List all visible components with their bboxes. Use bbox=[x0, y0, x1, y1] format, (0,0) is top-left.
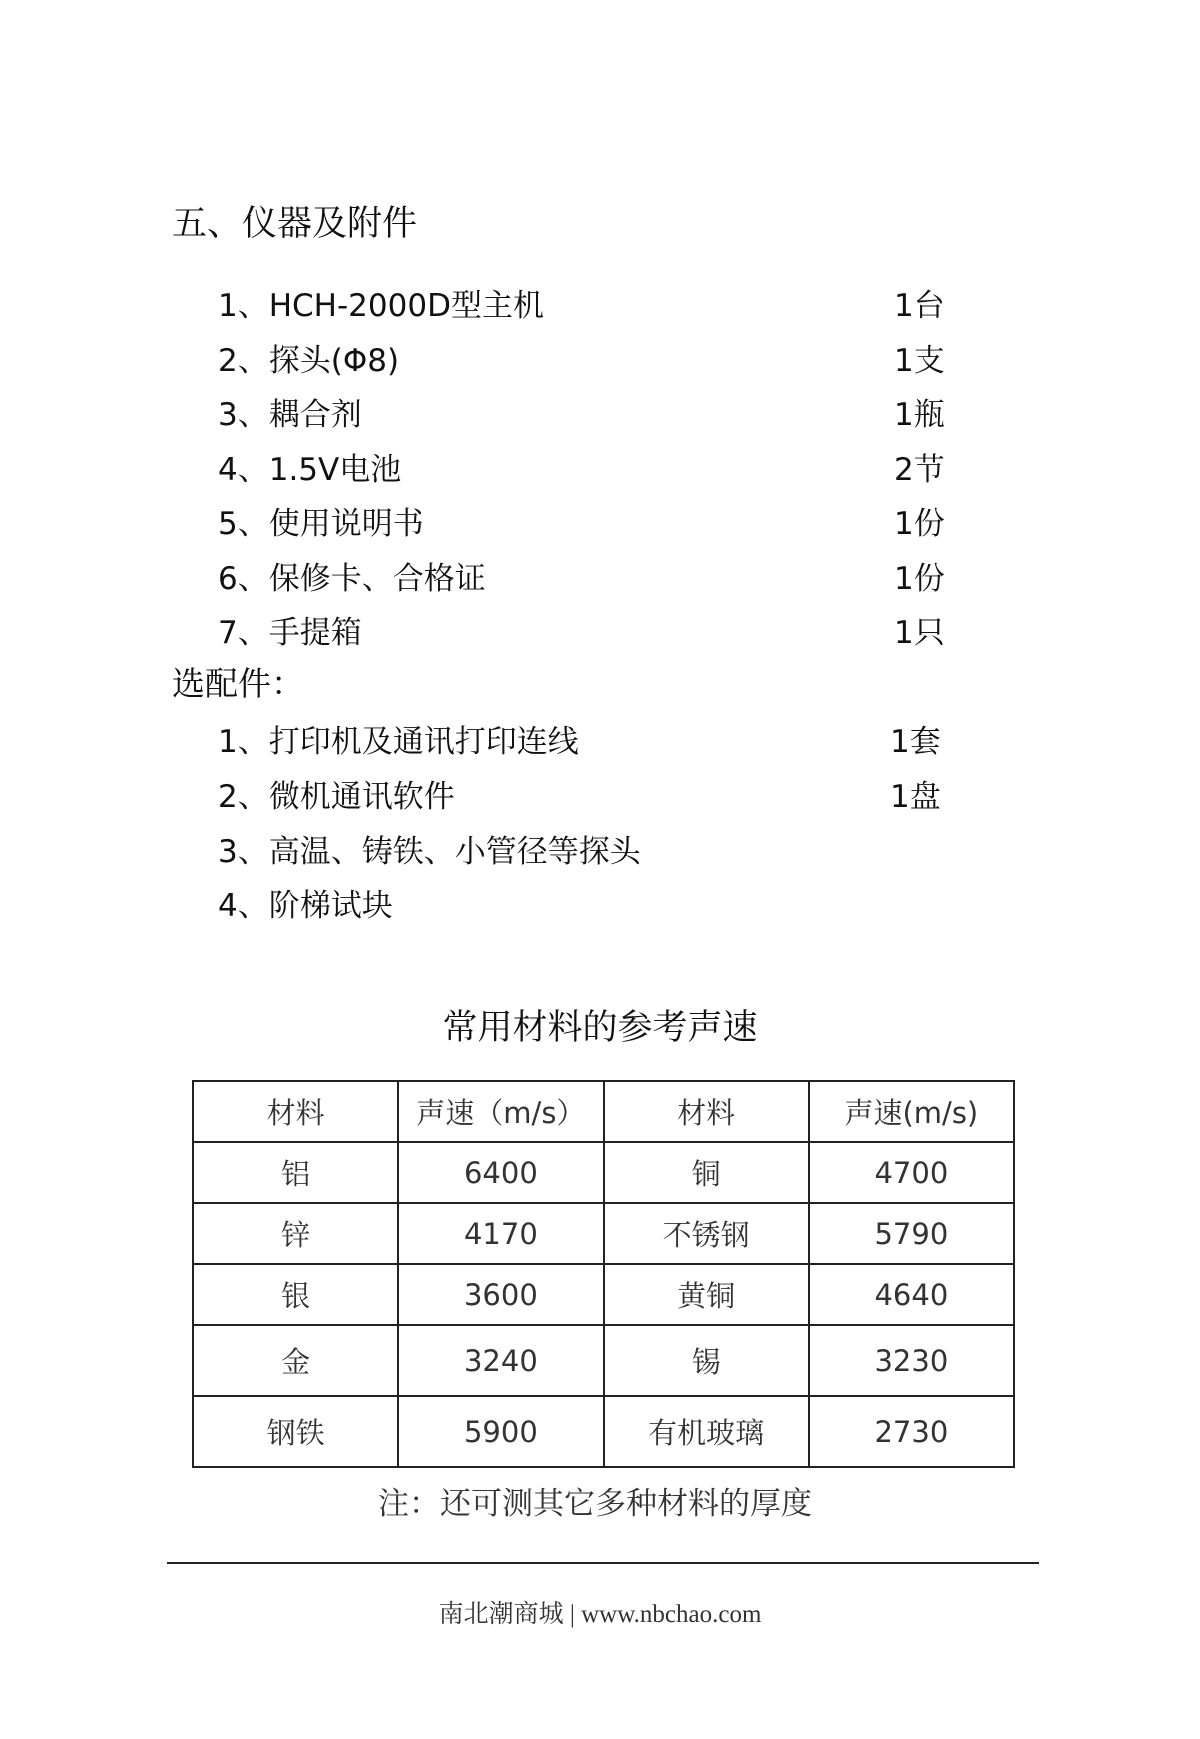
accessory-item bbox=[218, 335, 948, 380]
table-cell: 有机玻璃 bbox=[604, 1396, 809, 1467]
table-header-cell: 材料 bbox=[604, 1081, 809, 1142]
table-row bbox=[193, 1203, 1014, 1264]
table-cell: 锡 bbox=[604, 1325, 809, 1396]
table-cell: 5790 bbox=[809, 1203, 1014, 1264]
table-cell: 5900 bbox=[398, 1396, 603, 1467]
table-cell: 黄铜 bbox=[604, 1264, 809, 1325]
footer-text: 南北潮商城 | www.nbchao.com bbox=[438, 1601, 762, 1628]
table-note: 注：还可测其它多种材料的厚度 bbox=[378, 1486, 812, 1522]
table-row bbox=[193, 1396, 1014, 1467]
table-cell: 铝 bbox=[193, 1142, 398, 1203]
accessory-name: 4、1.5V电池 bbox=[218, 452, 402, 488]
table-cell: 铜 bbox=[604, 1142, 809, 1203]
accessory-item bbox=[218, 498, 948, 543]
table-cell: 2730 bbox=[809, 1396, 1014, 1467]
table-row bbox=[193, 1142, 1014, 1203]
accessory-qty: 1支 bbox=[894, 343, 945, 379]
table-cell: 3600 bbox=[398, 1264, 603, 1325]
table-cell: 银 bbox=[193, 1264, 398, 1325]
accessory-name: 5、使用说明书 bbox=[218, 506, 424, 542]
accessory-qty: 1只 bbox=[894, 615, 945, 651]
table-header-cell: 声速(m/s) bbox=[809, 1081, 1014, 1142]
optional-item bbox=[218, 826, 948, 871]
table-cell: 3240 bbox=[398, 1325, 603, 1396]
optional-qty: 1套 bbox=[890, 724, 941, 760]
accessory-name: 2、探头(Φ8) bbox=[218, 343, 400, 379]
table-title: 常用材料的参考声速 bbox=[442, 1008, 758, 1048]
accessory-qty: 2节 bbox=[894, 452, 945, 488]
footer-divider bbox=[167, 1562, 1039, 1564]
table-cell: 金 bbox=[193, 1325, 398, 1396]
accessory-qty: 1台 bbox=[894, 288, 945, 324]
table-cell: 4640 bbox=[809, 1264, 1014, 1325]
section-title: 五、仪器及附件 bbox=[172, 204, 418, 244]
accessory-item bbox=[218, 444, 948, 489]
table-row bbox=[193, 1264, 1014, 1325]
table-cell: 4170 bbox=[398, 1203, 603, 1264]
table-header-row bbox=[193, 1081, 1014, 1142]
optional-name: 4、阶梯试块 bbox=[218, 888, 393, 924]
sound-speed-table bbox=[192, 1080, 1015, 1468]
table-header-cell: 材料 bbox=[193, 1081, 398, 1142]
accessory-qty: 1瓶 bbox=[894, 397, 945, 433]
table-row bbox=[193, 1325, 1014, 1396]
table-cell: 3230 bbox=[809, 1325, 1014, 1396]
accessory-name: 7、手提箱 bbox=[218, 615, 362, 651]
optional-item bbox=[218, 771, 948, 816]
accessory-item bbox=[218, 607, 948, 652]
accessory-name: 3、耦合剂 bbox=[218, 397, 362, 433]
optional-item bbox=[218, 880, 948, 925]
accessory-name: 6、保修卡、合格证 bbox=[218, 561, 486, 597]
accessory-qty: 1份 bbox=[894, 506, 945, 542]
table-header-cell: 声速（m/s） bbox=[398, 1081, 603, 1142]
accessory-qty: 1份 bbox=[894, 561, 945, 597]
optional-name: 3、高温、铸铁、小管径等探头 bbox=[218, 834, 641, 870]
accessory-name: 1、HCH-2000D型主机 bbox=[218, 288, 544, 324]
accessory-item bbox=[218, 389, 948, 434]
table-cell: 钢铁 bbox=[193, 1396, 398, 1467]
optional-title: 选配件： bbox=[172, 664, 304, 703]
accessory-item bbox=[218, 280, 948, 325]
optional-qty: 1盘 bbox=[890, 779, 941, 815]
table-cell: 4700 bbox=[809, 1142, 1014, 1203]
table-cell: 6400 bbox=[398, 1142, 603, 1203]
optional-item bbox=[218, 716, 948, 761]
table-cell: 不锈钢 bbox=[604, 1203, 809, 1264]
optional-name: 1、打印机及通讯打印连线 bbox=[218, 724, 579, 760]
table-cell: 锌 bbox=[193, 1203, 398, 1264]
accessory-item bbox=[218, 553, 948, 598]
optional-name: 2、微机通讯软件 bbox=[218, 779, 455, 815]
